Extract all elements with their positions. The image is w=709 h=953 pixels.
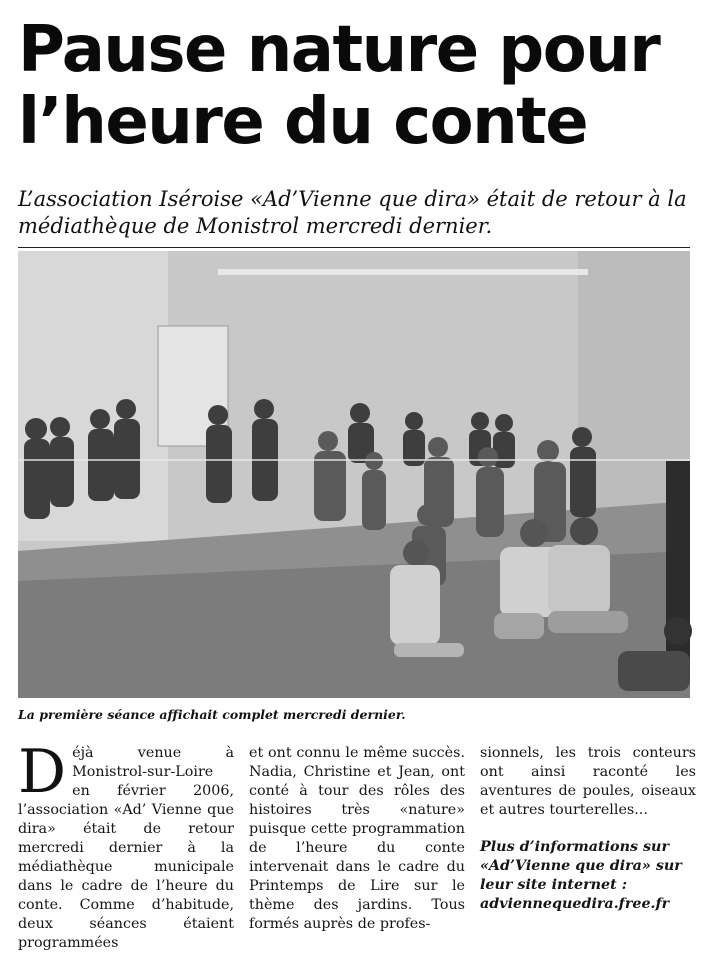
more-info-box bbox=[480, 838, 696, 914]
info-line-2: «Ad’Vienne que dira» sur bbox=[480, 858, 682, 874]
column-1-text: éjà venue à Monistrol-sur-Loire en février 2006, l’association «Ad’ Vienne que dira» était de retour mercredi dernier à la médiathèque municipale dans le cadre de l’heure du conte. Comme d’habitude, deux séances étaient programmées bbox=[18, 745, 234, 951]
column-3-text: sionnels, les trois conteurs ont ainsi raconté les aventures de poules, oiseaux et autres tourterelles... bbox=[480, 745, 696, 818]
headline-line-2: l’heure du conte bbox=[18, 85, 588, 159]
article-column-1 bbox=[18, 737, 234, 951]
headline-line-1: Pause nature pour bbox=[18, 13, 660, 87]
info-line-3: leur site internet : bbox=[480, 877, 627, 893]
article-column-3 bbox=[480, 744, 696, 916]
drop-cap: D bbox=[18, 737, 67, 807]
info-line-1: Plus d’informations sur bbox=[480, 839, 669, 855]
photo-illustration bbox=[18, 251, 690, 698]
website-link[interactable]: adviennequedira.free.fr bbox=[480, 896, 670, 912]
article-photo bbox=[18, 251, 690, 698]
photo-top-rule bbox=[18, 247, 690, 248]
standfirst: L’association Iséroise «Ad’Vienne que dira» était de retour à la médiathèque de Monistrol mercredi dernier. bbox=[18, 187, 687, 238]
article-column-2 bbox=[249, 744, 465, 932]
photo-caption: La première séance affichait complet mercredi dernier. bbox=[18, 707, 406, 722]
column-2-text: et ont connu le même succès. Nadia, Christine et Jean, ont conté à tour des rôles des histoires très «nature» puisque cette programmation de l’heure du conte intervenait dans le cadre du Printemps de Lire sur le thème des jardins. Tous formés auprès de profes- bbox=[249, 745, 465, 932]
headline bbox=[18, 14, 698, 158]
